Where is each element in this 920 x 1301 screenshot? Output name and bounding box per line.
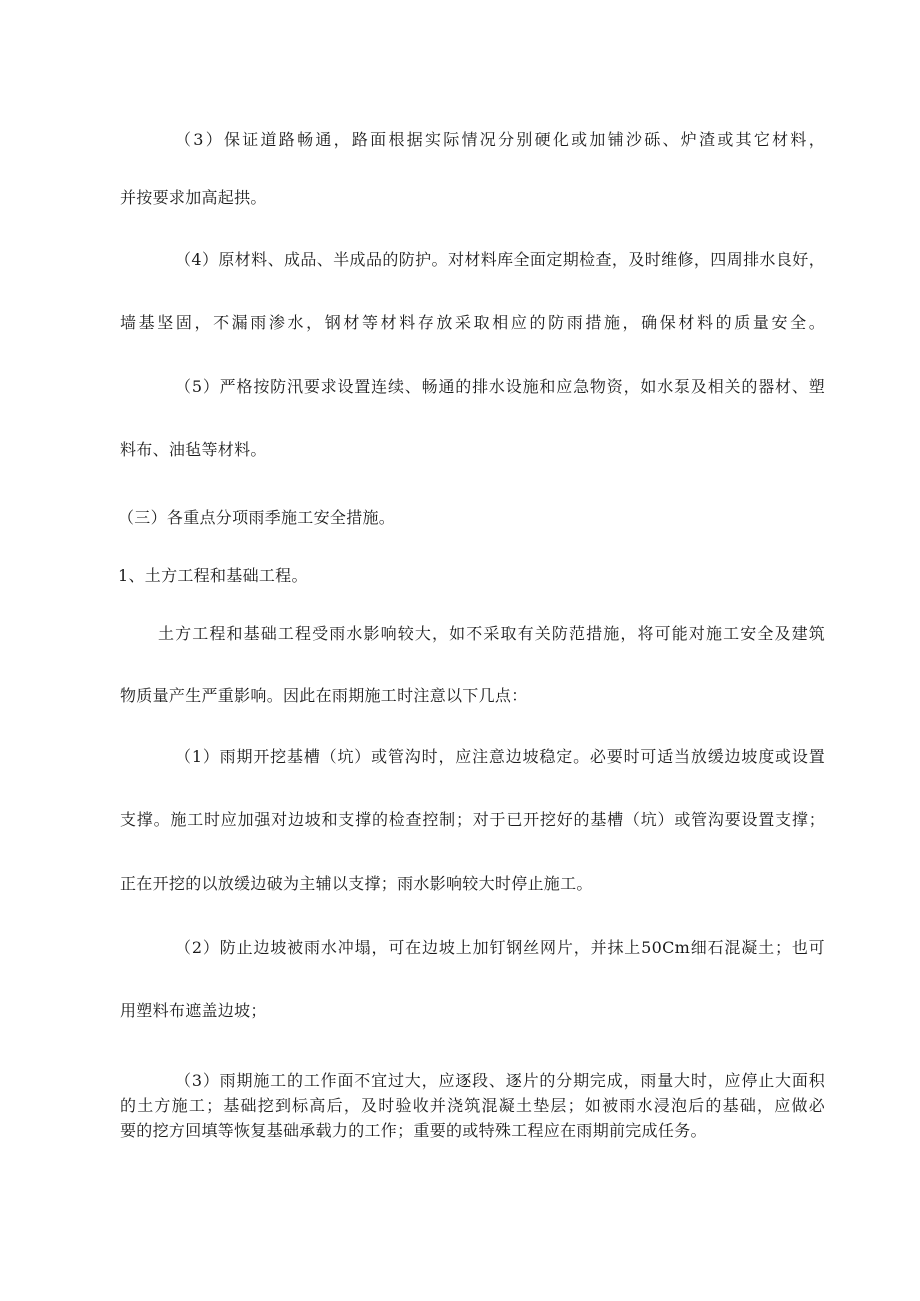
paragraph-line: （3）保证道路畅通，路面根据实际情况分别硬化或加铺沙砾、炉渣或其它材料， — [175, 130, 825, 149]
paragraph-line: （4）原材料、成品、半成品的防护。对材料库全面定期检查，及时维修，四周排水良好， — [175, 250, 825, 269]
section-heading: （三）各重点分项雨季施工安全措施。 — [118, 508, 396, 527]
paragraph-line: （1）雨期开挖基槽（坑）或管沟时，应注意边坡稳定。必要时可适当放缓边坡度或设置 — [175, 747, 825, 766]
paragraph-line: 并按要求加高起拱。 — [120, 188, 267, 207]
paragraph-line: 用塑料布遮盖边坡； — [120, 1001, 267, 1020]
paragraph-line: （2）防止边坡被雨水冲塌，可在边坡上加钉钢丝网片，并抹上50Cm细石混凝土；也可 — [175, 938, 825, 957]
paragraph-line: 要的挖方回填等恢复基础承载力的工作；重要的或特殊工程应在雨期前完成任务。 — [120, 1121, 707, 1140]
paragraph-line: 土方工程和基础工程受雨水影响较大，如不采取有关防范措施，将可能对施工安全及建筑 — [158, 624, 825, 643]
subsection-heading: 1、土方工程和基础工程。 — [118, 566, 308, 585]
paragraph-line: 正在开挖的以放缓边破为主辅以支撑；雨水影响较大时停止施工。 — [120, 874, 593, 893]
paragraph-line: 墙基坚固，不漏雨渗水，钢材等材料存放采取相应的防雨措施，确保材料的质量安全。 — [120, 313, 825, 332]
paragraph-line: 支撑。施工时应加强对边坡和支撑的检查控制；对于已开挖好的基槽（坑）或管沟要设置支撑； — [120, 810, 825, 829]
paragraph-line: （3）雨期施工的工作面不宜过大，应逐段、逐片的分期完成，雨量大时，应停止大面积 — [175, 1071, 825, 1090]
paragraph-line: 的土方施工；基础挖到标高后，及时验收并浇筑混凝土垫层；如被雨水浸泡后的基础，应做必 — [120, 1096, 825, 1115]
paragraph-line: 物质量产生严重影响。因此在雨期施工时注意以下几点： — [120, 686, 528, 705]
paragraph-line: 料布、油毡等材料。 — [120, 440, 267, 459]
paragraph-line: （5）严格按防汛要求设置连续、畅通的排水设施和应急物资，如水泵及相关的器材、塑 — [175, 377, 825, 396]
